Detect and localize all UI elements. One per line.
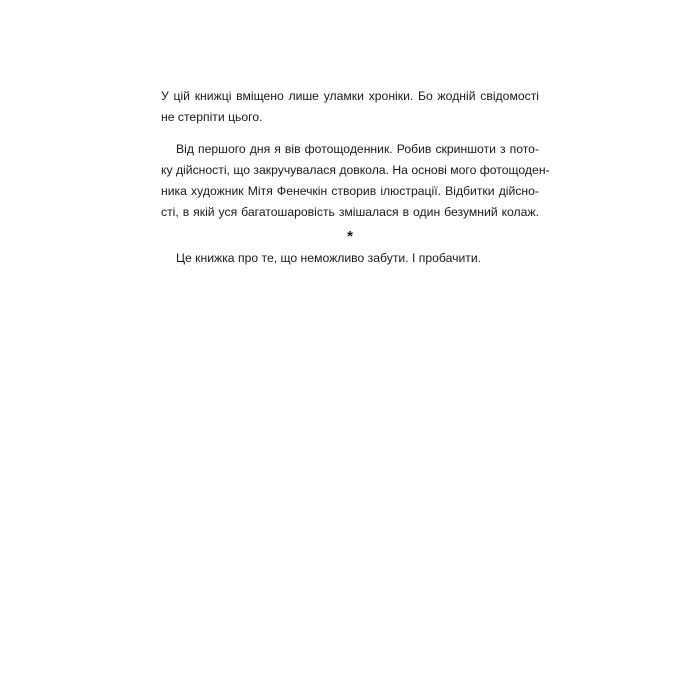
paragraph-1-line-1: У цій книжці вміщено лише уламки хроніки. Бо жодній свідомості — [161, 89, 539, 103]
section-separator: * — [347, 228, 353, 245]
paragraph-2-line-3: ника художник Мітя Фенечкін створив ілюстрації. Відбитки дійсно- — [161, 184, 539, 198]
paragraph-2-line-2: ку дійсності, що закручувалася довкола. На основі мого фотощоден- — [161, 163, 550, 177]
paragraph-1-line-2: не стерпіти цього. — [161, 110, 263, 124]
closing-line: Це книжка про те, що неможливо забути. І пробачити. — [176, 251, 482, 265]
paragraph-2-line-1: Від першого дня я вів фотощоденник. Робив скриншоти з пото- — [176, 142, 539, 156]
paragraph-2-line-4: сті, в якій уся багатошаровість змішалася в один безумний колаж. — [161, 205, 539, 219]
